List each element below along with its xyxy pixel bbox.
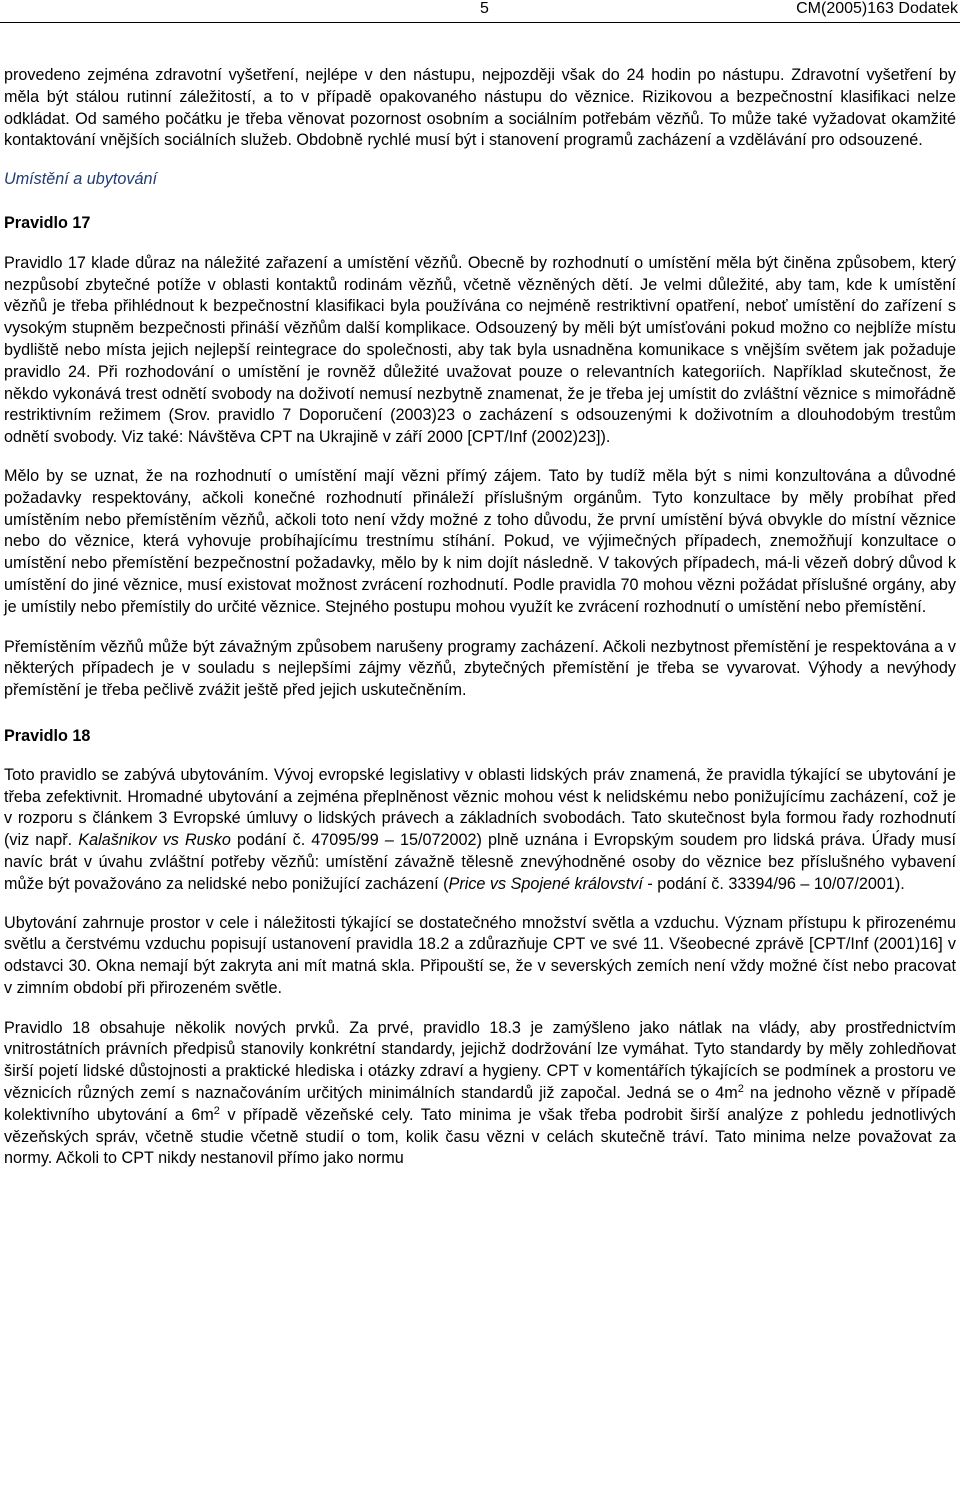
rule-17-paragraph-1: Pravidlo 17 klade důraz na náležité zařazení a umístění vězňů. Obecně by rozhodnutí o umístění měla být činěna způsobem, který nezpůsobí zbytečné potíže v oblasti kontaktů rodinám vězňů, včetně vězněných dětí. Je velmi důležité, aby tam, kde k umístění vězňů je třeba přihlédnout k bezpečnostní klasifikaci byla používána co nejméně restriktivní opatření, neboť umístění do zařízení s vysokým stupněm bezpečnosti přináší vězňům další komplikace. Odsouzený by měli být umísťováni pokud možno co nejblíže místu bydliště nebo místa jejich nejlepší reintegrace do společnosti, aby tak byla usnadněna komunikace s vnějším světem jak požaduje pravidlo 24. Při rozhodování o umístění je rovněž důležité uvažovat pouze o relevantních kategoriích. Například skutečnost, že někdo vykonává trest odnětí svobody na doživotí nemusí nezbytně znamenat, že je třeba jej umístit do zvláštní věznice s mimořádně restriktivním režimem (Srov. pravidlo 7 Doporučení (2003)23 o zacházení s odsouzenými k doživotním a dlouhodobým trestům odnětí svobody. Viz také: Návštěva CPT na Ukrajině v září 2000 [CPT/Inf (2002)23]).	[4, 253, 956, 447]
section-title: Umístění a ubytování	[4, 170, 157, 189]
rule-18-p3-text-c: v případě vězeňské cely. Tato minima je však třeba podrobit širší analýze z pohledu jednotlivých vězeňských správ, včetně studie včetně studií o tom, kolik času vězni v celách skutečně tráví. Tato minima nelze považovat za normy. Ačkoli to CPT nikdy nestanovil přímo jako normu	[4, 1105, 956, 1168]
rule-18-heading: Pravidlo 18	[4, 726, 91, 745]
document-body	[4, 65, 956, 1170]
rule-17-paragraph-3: Přemístěním vězňů může být závažným způsobem narušeny programy zacházení. Ačkoli nezbytnost přemístění je respektována a v některých případech je v souladu s nejlepšími zájmy vězňů, zbytečných přemístění je třeba se vyvarovat. Výhody a nevýhody přemístění je třeba pečlivě zvážit ještě před jejich uskutečněním.	[4, 637, 956, 700]
intro-paragraph: provedeno zejména zdravotní vyšetření, nejlépe v den nástupu, nejpozději však do 24 hodin po nástupu. Zdravotní vyšetření by měla být stálou rutinní záležitostí, a to v případě opakovaného nástupu do věznice. Rizikovou a bezpečnostní klasifikaci nelze odkládat. Od samého počátku je třeba věnovat pozornost osobním a sociálním potřebám vězňů. To může také vyžadovat okamžité kontaktování vnějších sociálních služeb. Obdobně rychlé musí být i stanovení programů zacházení a vzdělávání pro odsouzené.	[4, 66, 956, 150]
document-reference: CM(2005)163 Dodatek	[796, 0, 958, 17]
rule-17-heading: Pravidlo 17	[4, 213, 91, 232]
case-citation-kalashnikov: Kalašnikov vs Rusko	[78, 831, 231, 850]
rule-18-p1-text-b: podání č. 47095/99 – 15/072002) plně uznána i Evropským soudem pro lidská práva. Úřady musí navíc brát v úvahu zvláštní potřeby vězňů: umístění závažně tělesně znevýhodněné osoby do věznice bez příslušného vybavení může být považováno za nelidské nebo ponižující zacházení (	[4, 831, 956, 893]
rule-18-p1-text-c: - podání č. 33394/96 – 10/07/2001).	[642, 874, 905, 893]
rule-18-paragraph-3	[4, 1018, 956, 1171]
rule-18-paragraph-1	[4, 765, 956, 896]
rule-18-paragraph-2: Ubytování zahrnuje prostor v cele i náležitosti týkající se dostatečného množství světla a vzduchu. Význam přístupu k přirozenému světlu a čerstvému vzduchu popisují ustanovení pravidla 18.2 a zdůrazňuje CPT ve své 11. Všeobecné zprávě [CPT/Inf (2001)16] v odstavci 30. Okna nemají být zakryta ani mít matná skla. Připouští se, že v severských zemích není vždy možné číst nebo pracovat v zimním období při přirozeném světle.	[4, 913, 956, 997]
superscript-squared: 2	[737, 1083, 744, 1096]
rule-17-paragraph-2: Mělo by se uznat, že na rozhodnutí o umístění mají vězni přímý zájem. Tato by tudíž měla být s nimi konzultována a důvodné požadavky respektovány, ačkoli konečné rozhodnutí přináleží příslušným orgánům. Tyto konzultace by měly probíhat před umístěním nebo přemístěním vězňů, ačkoli toto není vždy možné z toho důvodu, že první umístění bývá obvykle do místní věznice nebo do věznice, která vyhovuje probíhajícímu trestnímu stíhání. Pokud, ve výjimečných případech, znemožňují konzultace o umístění nebo přemístění bezpečnostní požadavky, mělo by k nim dojít následně. V takových případech, má-li vězeň dobrý důvod k umístění do jiné věznice, musí existovat možnost zvrácení rozhodnutí. Podle pravidla 70 mohou vězni požádat příslušné orgány, aby je umístily nebo přemístily do určité věznice. Stejného postupu mohou využít ke zvrácení rozhodnutí o umístění nebo přemístění.	[4, 466, 956, 616]
superscript-squared: 2	[213, 1104, 220, 1117]
rule-18-p1-text-a: Toto pravidlo se zabývá ubytováním. Vývoj evropské legislativy v oblasti lidských práv znamená, že pravidla týkající se ubytování je třeba zefektivnit. Hromadné ubytování a zejména přeplněnost věznic mohou vést k nelidskému nebo ponižujícímu zacházení, což je v rozporu s článkem 3 Evropské úmluvy o lidských právech a základních svobodách. Tato skutečnost byla formou řady rozhodnutí (viz např.	[4, 765, 956, 850]
page-header	[0, 0, 960, 23]
page-number: 5	[480, 0, 489, 17]
rule-18-p3-text-b: na jednoho vězně v případě kolektivního ubytování a 6m	[4, 1084, 956, 1124]
case-citation-price: Price vs Spojené království	[448, 874, 643, 893]
rule-18-p3-text-a: Pravidlo 18 obsahuje několik nových prvků. Za prvé, pravidlo 18.3 je zamýšleno jako nátlak na vlády, aby prostřednictvím vnitrostátních právních předpisů stanovily konkrétní standardy, jejichž dodržování lze vymáhat. Tyto standardy by měly zohledňovat širší pojetí lidské důstojnosti a praktické hlediska i otázky zdraví a hygieny. CPT v komentářích týkajících se podmínek a prostoru ve věznicích různých zemí s naznačováním určitých minimálních standardů již započal. Jedná se o 4m	[4, 1018, 956, 1103]
